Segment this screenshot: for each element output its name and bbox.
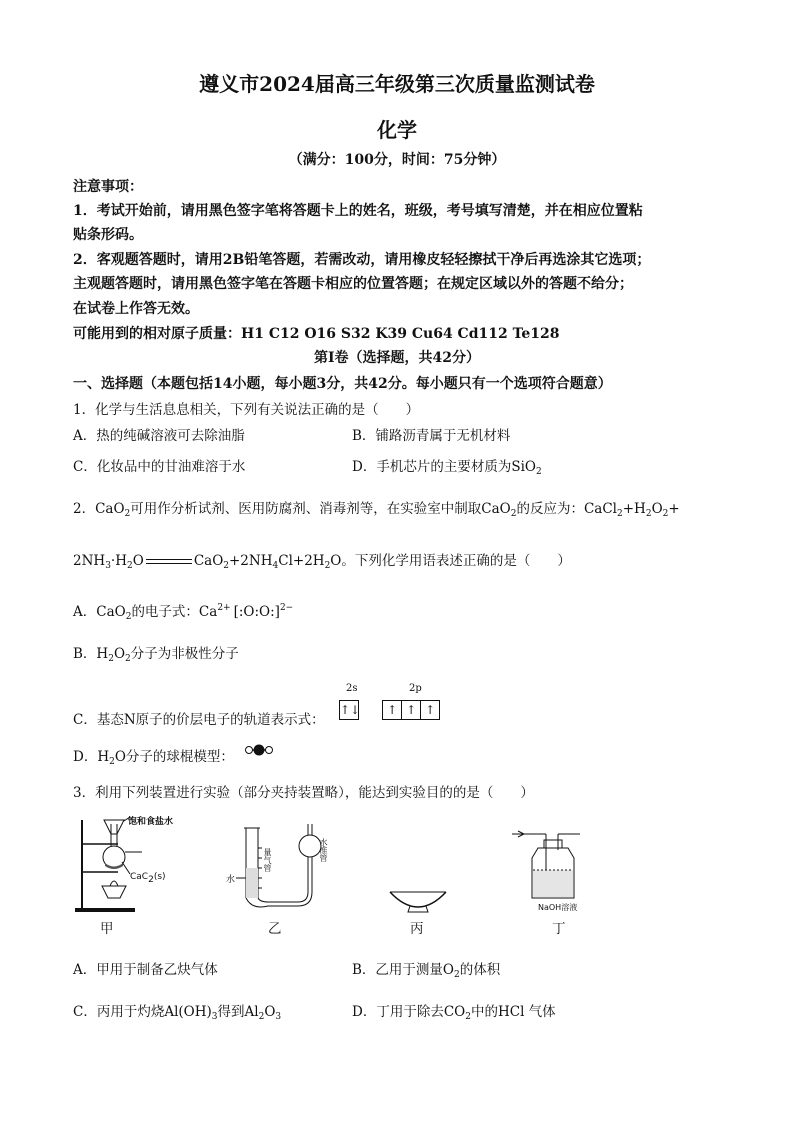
exam-info: （满分：100分，时间：75分钟）: [288, 152, 506, 168]
ball-stick-model-icon: [244, 742, 274, 758]
apparatus-bing-icon: [388, 888, 448, 914]
q2-option-c: C．基态N原子的价层电子的轨道表示式：: [73, 712, 325, 728]
label-cac2: CaC$_2$(s): [130, 872, 166, 885]
apparatus-ding-icon: [512, 826, 596, 906]
q1-option-c: C．化妆品中的甘油难溶于水: [73, 459, 246, 475]
atomic-mass-line: 可能用到的相对原子质量：H1 C12 O16 S32 K39 Cu64 Cd112 Te128: [73, 326, 560, 342]
q3-option-c: C．丙用于灼烧$Al(OH)_3$得到$Al_2O_3$: [73, 1004, 282, 1022]
q3-option-b: B．乙用于测量$O_2$的体积: [352, 962, 501, 980]
notice-item1-line1: 1．考试开始前，请用黑色签字笔将答题卡上的姓名，班级，考号填写清楚，并在相应位置粘: [73, 203, 643, 219]
label-gas-tube: 量气管: [263, 848, 272, 872]
subject-title: 化学: [377, 118, 417, 142]
label-ding: 丁: [552, 921, 566, 937]
q1-option-b: B．铺路沥青属于无机材料: [352, 428, 511, 444]
orbital-2s-box: ↑↓: [339, 700, 359, 720]
notice-item2-line3: 在试卷上作答无效。: [73, 301, 199, 317]
label-yi: 乙: [268, 921, 282, 937]
part-title: 第Ⅰ卷（选择题，共42分）: [313, 350, 481, 366]
q2-stem: 2．CaO$_2$可用作分析试剂、医用防腐剂、消毒剂等，在实验室中制取CaO$_2$的反应为：$CaCl_2+H_2O_2+$: [73, 501, 680, 519]
q3-option-d: D．丁用于除去$CO_2$中的HCl 气体: [352, 1004, 556, 1022]
q1-option-d: D．手机芯片的主要材质为SiO$_2$: [352, 459, 542, 477]
apparatus-jia-icon: [72, 812, 212, 914]
orbital-2p-boxes: ↑ ↑ ↑: [382, 700, 440, 720]
q1-option-a: A．热的纯碱溶液可去除油脂: [73, 428, 245, 444]
orbital-2s-label: 2s: [346, 683, 358, 694]
orbital-diagram: [339, 699, 440, 720]
q2-option-a: A．CaO$_2$的电子式：$Ca^{2+}$ [:O:O:]$^{2-}$: [73, 603, 294, 622]
notice-item1-line2: 贴条形码。: [73, 227, 143, 243]
apparatus-yi-icon: [228, 818, 338, 914]
label-saturated-brine: 饱和食盐水: [128, 817, 174, 827]
exam-title: 遵义市2024届高三年级第三次质量监测试卷: [199, 72, 595, 96]
q1-stem: 1．化学与生活息息相关，下列有关说法正确的是（ ）: [73, 402, 420, 418]
orbital-2p-label: 2p: [409, 683, 422, 694]
q2-option-d: D．$H_2O$分子的球棍模型：: [73, 749, 234, 767]
label-water: 水: [226, 875, 236, 885]
q3-stem: 3．利用下列装置进行实验（部分夹持装置略），能达到实验目的的是（ ）: [73, 785, 534, 801]
notice-item2-line2: 主观题答题时，请用黑色签字笔在答题卡相应的位置答题；在规定区域以外的答题不给分；: [73, 276, 633, 292]
q2-option-b: B．$H_2O_2$分子为非极性分子: [73, 646, 239, 664]
label-naoh: NaOH溶液: [538, 903, 578, 912]
section-heading: 一、选择题（本题包括14小题，每小题3分，共42分。每小题只有一个选项符合题意）: [73, 376, 612, 392]
notice-heading: 注意事项：: [73, 179, 143, 195]
label-level-tube: 水准管: [319, 838, 328, 862]
q2-equation: $2NH_3\cdot H_2O$ $CaO_2+2NH_4Cl+2H_2O$。下列化学用语表述正确的是（ ）: [73, 553, 571, 571]
label-bing: 丙: [410, 921, 424, 937]
label-jia: 甲: [100, 921, 114, 937]
notice-item2-line1: 2．客观题答题时，请用2B铅笔答题，若需改动，请用橡皮轻轻擦拭干净后再选涂其它选项；: [73, 252, 651, 268]
q3-option-a: A．甲用于制备乙炔气体: [73, 962, 218, 978]
